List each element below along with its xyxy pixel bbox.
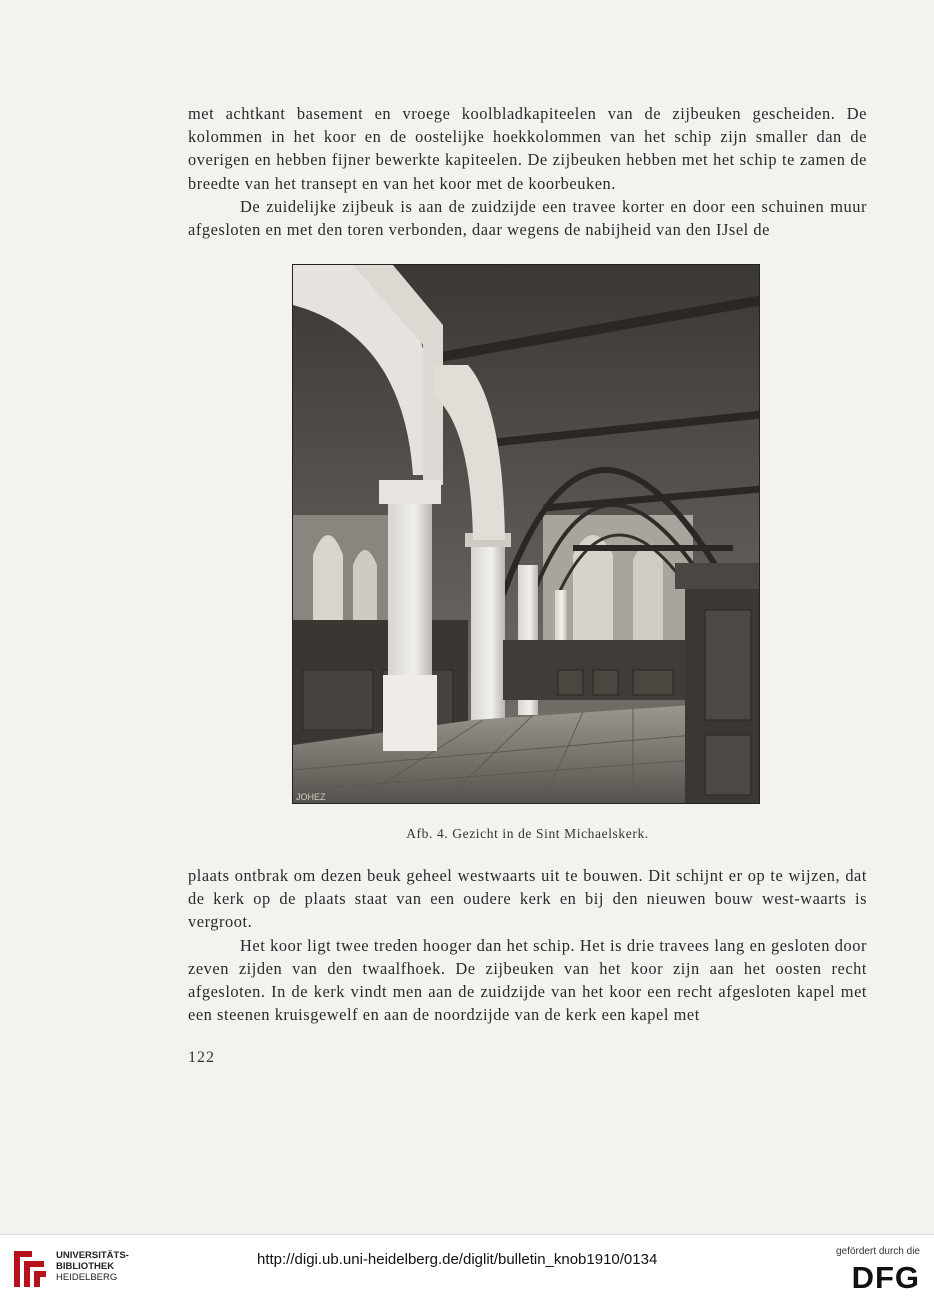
- university-library-logo-icon[interactable]: [10, 1247, 50, 1291]
- church-interior-photo: [292, 264, 760, 804]
- library-name-line: BIBLIOTHEK: [56, 1261, 115, 1272]
- paragraph: De zuidelijke zijbeuk is aan de zuidzijde een travee korter en door een schuinen muur afgesloten en met den toren verbonden, daar wegens de nabijheid van den IJsel de: [188, 196, 867, 240]
- library-name[interactable]: [56, 1250, 129, 1283]
- viewer-footer: [0, 1234, 934, 1303]
- library-name-line: UNIVERSITÄTS-: [56, 1250, 129, 1261]
- top-text-block: [188, 102, 867, 241]
- figure-caption: Afb. 4. Gezicht in de Sint Michaelskerk.: [406, 826, 649, 841]
- paragraph: plaats ontbrak om dezen beuk geheel westwaarts uit te bouwen. Dit schijnt er op te wijzen, dat de kerk op de plaats staat van een oudere kerk en bij den nieuwen bouw west-waarts is vergroot.: [188, 866, 867, 932]
- paragraph: met achtkant basement en vroege koolbladkapiteelen van de zijbeuken gescheiden. De kolommen in het koor en de oostelijke hoekkolommen van het schip zijn smaller dan de overigen en hebben fijner bewerkte kapiteelen. De zijbeuken hebben met het schip te zamen de breedte van het transept en van het koor met de koorbeuken.: [188, 104, 867, 193]
- photo-mark: JOHEZ: [296, 792, 326, 802]
- church-interior-illustration: [293, 265, 759, 803]
- page-number: 122: [188, 1049, 215, 1066]
- bottom-text-block: [188, 864, 867, 1026]
- library-name-line: HEIDELBERG: [56, 1272, 118, 1283]
- dfg-logo[interactable]: DFG: [851, 1260, 920, 1295]
- document-url-link[interactable]: http://digi.ub.uni-heidelberg.de/diglit/bulletin_knob1910/0134: [257, 1251, 658, 1268]
- paragraph: Het koor ligt twee treden hooger dan het schip. Het is drie travees lang en gesloten door zeven zijden van den twaalfhoek. De zijbeuken van het koor zijn aan het oosten recht afgesloten. In de kerk vindt men aan de zuidzijde van het koor een recht afgesloten kapel met een steenen kruisgewelf en aan de noordzijde van de kerk een kapel met: [188, 935, 867, 1025]
- funding-label: gefördert durch die: [836, 1246, 920, 1257]
